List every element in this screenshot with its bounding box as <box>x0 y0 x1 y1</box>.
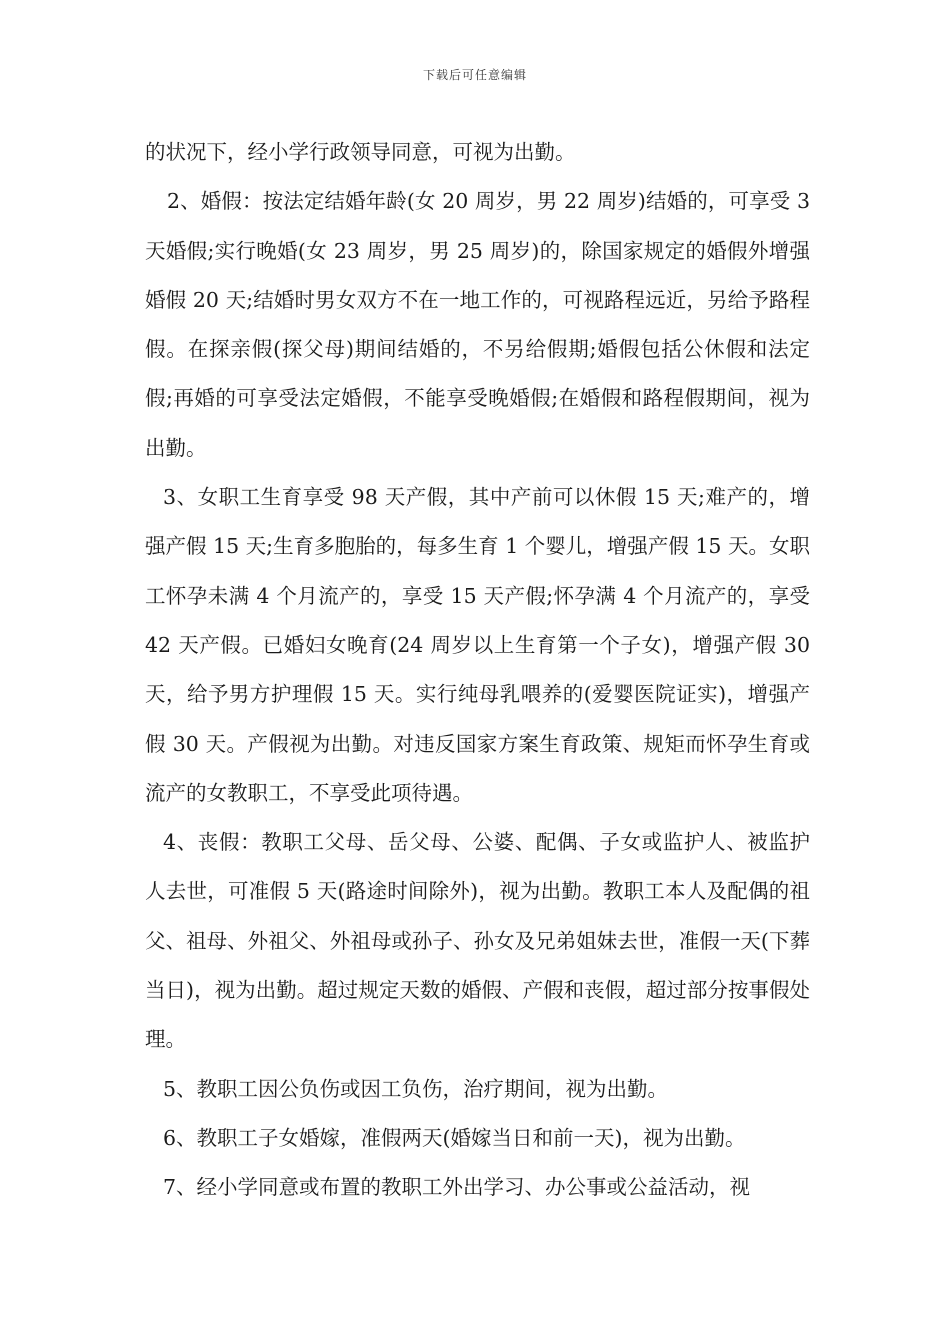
document-body <box>145 128 831 1213</box>
paragraph-work-injury: 5、教职工因公负伤或因工负伤，治疗期间，视为出勤。 <box>163 1076 669 1101</box>
paragraph-child-marriage: 6、教职工子女婚嫁，准假两天(婚嫁当日和前一天)，视为出勤。 <box>163 1125 746 1150</box>
paragraph-marriage-leave: 2、婚假：按法定结婚年龄(女 20 周岁，男 22 周岁)结婚的，可享受 3 天婚假;实行晚婚(女 23 周岁，男 25 周岁)的，除国家规定的婚假外增强婚假 20 天;结婚时男女双方不在一地工作的，可视路程远近，另给予路程假。在探亲假(探父母)期间结婚的，不另给假期;婚假包括公休假和法定假;再婚的可享受法定婚假，不能享受晚婚假;在婚假和路程假期间，视为出勤。 <box>145 189 831 460</box>
paragraph-official-outing: 7、经小学同意或布置的教职工外出学习、办公事或公益活动，视 <box>163 1175 751 1200</box>
page-header: 下载后可任意编辑 <box>422 68 527 82</box>
paragraph-maternity-leave: 3、女职工生育享受 98 天产假，其中产前可以休假 15 天;难产的，增强产假 15 天;生育多胞胎的，每多生育 1 个婴儿，增强产假 15 天。女职工怀孕未满 4 个月流产的，享受 15 天产假;怀孕满 4 个月流产的，享受 42 天产假。已婚妇女晚育(24 周岁以上生育第一个子女)，增强产假 30 天，给予男方护理假 15 天。实行纯母乳喂养的(爱婴医院证实)，增强产假 30 天。产假视为出勤。对违反国家方案生育政策、规矩而怀孕生育或流产的女教职工，不享受此项待遇。 <box>145 485 810 805</box>
paragraph-bereavement-leave: 4、丧假：教职工父母、岳父母、公婆、配偶、子女或监护人、被监护人去世，可准假 5 天(路途时间除外)，视为出勤。教职工本人及配偶的祖父、祖母、外祖父、外祖母或孙子、孙女及兄弟姐妹去世，准假一天(下葬当日)，视为出勤。超过规定天数的婚假、产假和丧假，超过部分按事假处理。 <box>145 830 810 1052</box>
paragraph-continuation: 的状况下，经小学行政领导同意，可视为出勤。 <box>145 140 576 164</box>
